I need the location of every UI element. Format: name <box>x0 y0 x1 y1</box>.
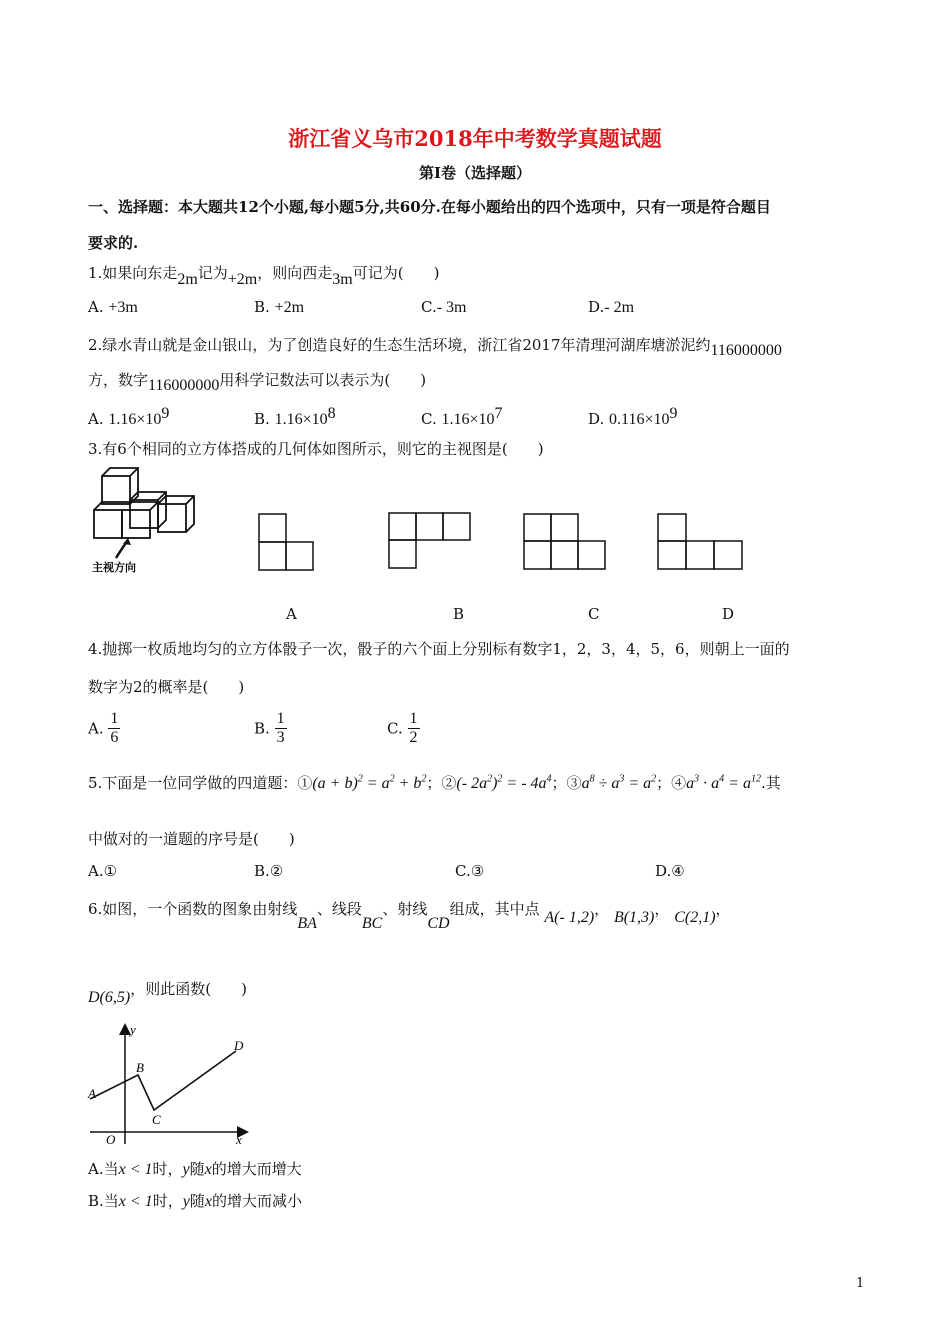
q6-option-a: A.当x < 1时，y随x的增大而增大 <box>88 1160 302 1178</box>
q3-figure-b <box>389 513 470 568</box>
q1-option-d: D.- 2m <box>588 298 635 316</box>
cube-front-2 <box>122 510 150 538</box>
q5-option-c: C.③ <box>455 862 485 880</box>
q2-option-b: B. $1.16\times 10^8$ <box>254 405 336 428</box>
question-5-line1: 5.下面是一位同学做的四道题：①(a + $b)^2 = a^2 + b^2$；②(- $2a^2)^2$ = - $4a^4$；$③a^8 \div a^3 = a^2$；$④a^3 \cdot a^4 = a^{12}$.其 <box>88 773 781 792</box>
q4-option-c: C. $\frac{1}{2}$ <box>387 710 418 746</box>
function-graph-line <box>90 1051 236 1110</box>
question-2-line2: 方，数字116000000用科学记数法可以表示为( ) <box>88 371 427 394</box>
cube-back-1 <box>130 500 158 528</box>
q1-option-b: B. +2m <box>254 298 305 316</box>
q5-option-b: B.② <box>254 862 284 880</box>
q4-option-a: A. $\frac{1}{6}$ <box>88 710 119 746</box>
cube-right <box>158 504 186 532</box>
q6-function-graph <box>86 1020 256 1150</box>
question-4-line2: 数字为2的概率是( ) <box>88 678 245 696</box>
q3-figure-c <box>524 514 605 569</box>
section-intro-line1: 一、选择题：本大题共12个小题,每小题5分,共60分.在每小题给出的四个选项中，只有一项是符合题目 <box>88 198 771 216</box>
q3-figure-a <box>259 514 313 570</box>
q1-option-c: C.- 3m <box>421 298 467 316</box>
point-b-label: B <box>136 1060 144 1075</box>
q2-option-a: A. $1.16\times 10^9$ <box>88 405 170 428</box>
q6-option-b: B.当x < 1时，y随x的增大而减小 <box>88 1192 302 1210</box>
origin-label: O <box>106 1132 116 1147</box>
question-4-line1: 4.抛掷一枚质地均匀的立方体骰子一次，骰子的六个面上分别标有数字1，2，3，4，5，6，则朝上一面的 <box>88 640 790 658</box>
q3-option-figures <box>250 505 750 575</box>
q5-option-a: A.① <box>88 862 118 880</box>
cube-top-front <box>102 476 130 504</box>
point-a-label: A <box>88 1086 96 1101</box>
q3-solid-figure <box>88 466 208 576</box>
view-direction-label: 主视方向 <box>92 561 136 574</box>
x-axis-label: x <box>236 1132 242 1147</box>
q3-choice-b: B <box>453 605 465 623</box>
point-c-label: C <box>152 1112 161 1127</box>
q5-option-d: D.④ <box>655 862 685 880</box>
cube-front-1 <box>94 510 122 538</box>
q2-option-d: D. $0.116\times 10^9$ <box>588 405 678 428</box>
question-1: 1.如果向东走2m记为+2m，则向西走3m可记为( ) <box>88 264 440 288</box>
section-intro-line2: 要求的. <box>88 234 139 252</box>
question-6-line1: 6.如图，一个函数的图象由射线BA、线段BC、射线CD组成，其中点 A(- 1,2)， B(1,3)， C(2,1)， <box>88 900 731 932</box>
q3-choice-c: C <box>588 605 600 623</box>
y-axis-label: y <box>130 1022 136 1037</box>
question-2-line1: 2.绿水青山就是金山银山，为了创造良好的生态生活环境，浙江省2017年清理河湖库塘淤泥约116000000 <box>88 336 782 359</box>
question-3: 3.有6个相同的立方体搭成的几何体如图所示，则它的主视图是( ) <box>88 440 544 458</box>
page-title: 浙江省义乌市2018年中考数学真题试题 <box>288 126 662 151</box>
point-d-label: D <box>234 1038 244 1053</box>
question-6-line2: D(6,5)，则此函数( ) <box>88 980 247 1006</box>
q3-choice-d: D <box>722 605 735 623</box>
q4-option-b: B. $\frac{1}{3}$ <box>254 710 285 746</box>
q3-choice-a: A <box>286 605 297 623</box>
q1-option-a: A. +3m <box>88 298 138 316</box>
volume-heading: 第Ⅰ卷（选择题） <box>418 164 532 182</box>
q2-option-c: C. $1.16\times 10^7$ <box>421 405 503 428</box>
page-number: 1 <box>856 1276 865 1291</box>
q3-figure-d <box>658 514 742 569</box>
question-5-line2: 中做对的一道题的序号是( ) <box>88 830 295 848</box>
